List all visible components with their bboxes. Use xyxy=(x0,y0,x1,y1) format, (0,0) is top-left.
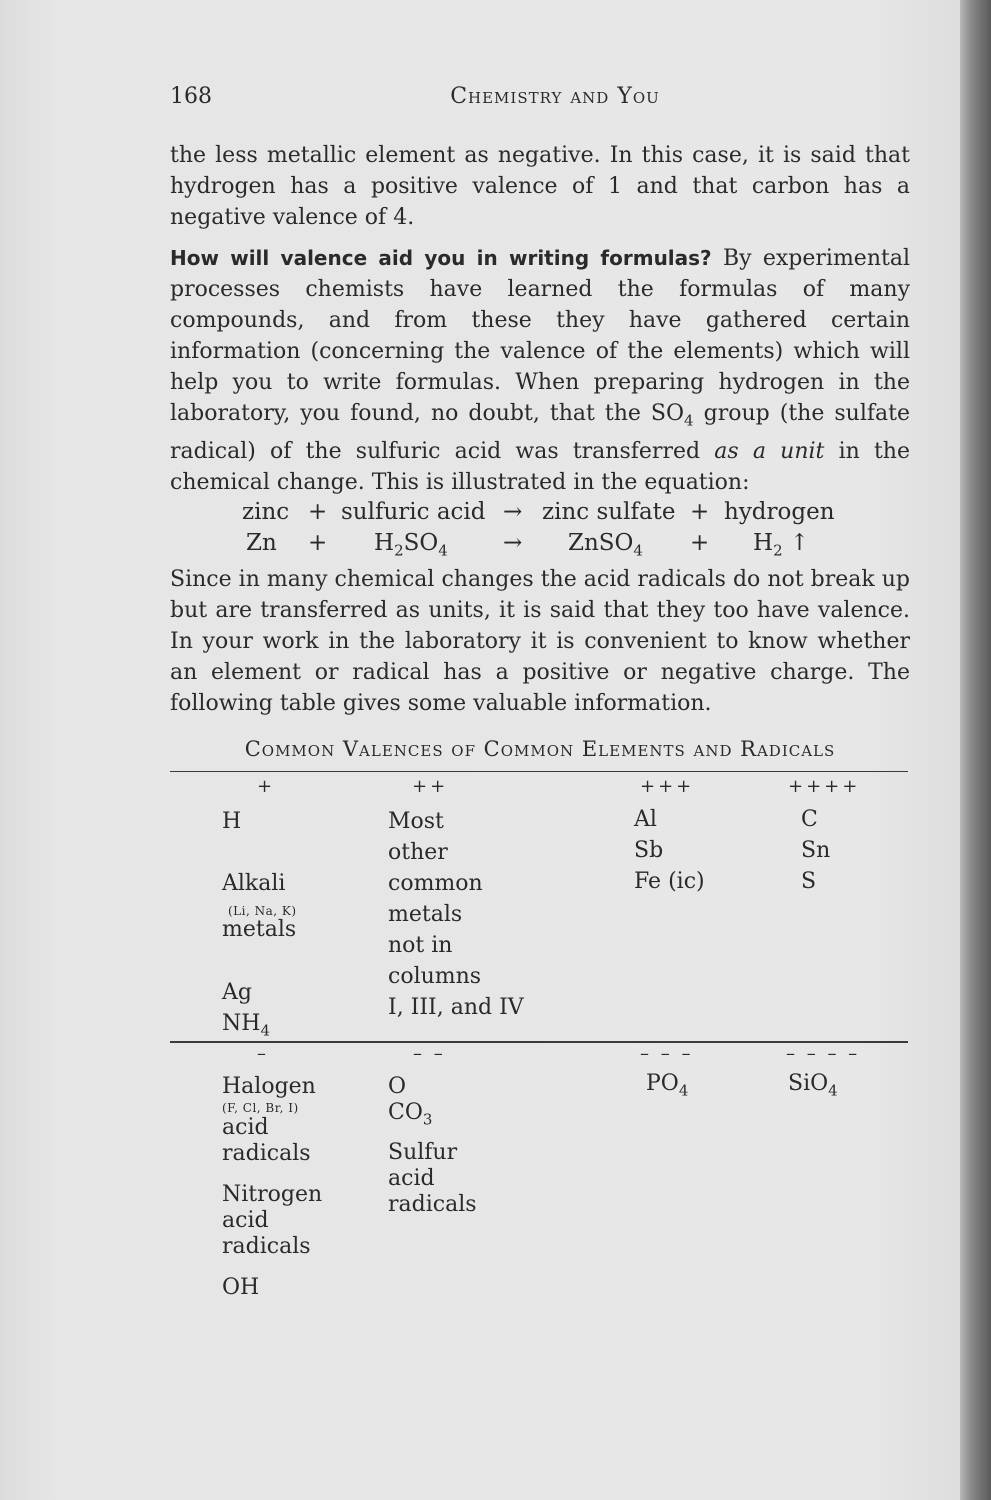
eq-word-hydrogen: hydrogen xyxy=(724,499,835,525)
book-spine-shadow xyxy=(960,0,991,1500)
eq-znso4 xyxy=(568,528,643,567)
po4-po: PO xyxy=(646,1071,679,1096)
sign-minus-4: – – – – xyxy=(786,1043,861,1064)
cell-other: other xyxy=(388,840,448,865)
eq-word-zinc-sulfate: zinc sulfate xyxy=(542,499,676,525)
cell-columns: columns xyxy=(388,964,482,989)
sign-plus-4: ++++ xyxy=(788,776,861,797)
page-number: 168 xyxy=(170,84,212,109)
eq-word-zinc: zinc xyxy=(242,499,290,525)
eq-plus-2: + xyxy=(690,530,710,556)
cell-al: Al xyxy=(634,807,657,832)
section-heading: How will valence aid you in writing formulas? xyxy=(170,246,712,270)
h2so4-sub-4: 4 xyxy=(438,541,448,560)
cell-sulfur: Sulfur xyxy=(388,1140,458,1165)
cell-ag: Ag xyxy=(222,980,252,1005)
cell-o: O xyxy=(388,1074,407,1099)
running-head: Chemistry and You xyxy=(450,84,660,109)
h2so4-h: H xyxy=(374,530,395,556)
eq-word-plus-2: + xyxy=(690,499,710,525)
cell-co3 xyxy=(388,1097,432,1135)
cell-h: H xyxy=(222,809,242,834)
sign-plus-3: +++ xyxy=(640,776,695,797)
emphasis-as-a-unit: as a unit xyxy=(714,439,825,465)
cell-common: common xyxy=(388,871,483,896)
sign-minus-2: – – xyxy=(413,1043,446,1064)
paragraph-2-text-2: group (the sulfate radical) of the sulfuric acid was transferred xyxy=(170,401,910,465)
equation-words-row xyxy=(170,497,910,528)
paragraph-2-text-1: By experimental processes chemists have learned the formulas of many compounds, and from these they have gathered certain information (concerning the valence of the elements) which will help you to write formulas. When preparing hydrogen in the laboratory, you found, no doubt, that the SO xyxy=(170,246,910,426)
h2so4-sub-2: 2 xyxy=(394,541,404,560)
cell-alkali-note: (Li, Na, K) xyxy=(228,904,297,918)
cell-halogen-acid: acid xyxy=(222,1115,269,1140)
sign-minus-3: – – – xyxy=(640,1043,694,1064)
sio4-sio: SiO xyxy=(788,1071,829,1096)
eq-zn: Zn xyxy=(246,530,277,556)
cell-oh: OH xyxy=(222,1275,260,1300)
cell-nitrogen-acid: acid xyxy=(222,1208,269,1233)
cell-nitrogen-radicals: radicals xyxy=(222,1234,311,1259)
eq-plus-1: + xyxy=(308,530,328,556)
cell-s: S xyxy=(801,869,817,894)
znso4-znso: ZnSO xyxy=(568,530,634,556)
cell-sb: Sb xyxy=(634,838,664,863)
nh4-sub-4: 4 xyxy=(260,1021,270,1040)
znso4-sub-4: 4 xyxy=(633,541,643,560)
co3-sub-3: 3 xyxy=(422,1110,433,1129)
table-title: Common Valences of Common Elements and Radicals xyxy=(244,737,836,761)
eq-h2so4 xyxy=(374,528,448,567)
h2-h: H xyxy=(753,530,774,556)
cell-sulfur-acid: acid xyxy=(388,1166,435,1191)
nh4-nh: NH xyxy=(222,1011,261,1036)
cell-metals: metals xyxy=(388,902,463,927)
equation-formula-row xyxy=(170,528,910,559)
so4-subscript: 4 xyxy=(684,411,694,430)
eq-word-plus-1: + xyxy=(308,499,328,525)
cell-most: Most xyxy=(388,809,444,834)
cell-fe-ic: Fe (ic) xyxy=(634,869,705,894)
cell-not-in: not in xyxy=(388,933,453,958)
paragraph-3: Since in many chemical changes the acid radicals do not break up but are transferred as units, it is said that they too have valence. In your work in the laboratory it is convenient to know whether an element or radical has a positive or negative charge. The following table gives some valuable information. xyxy=(170,567,910,716)
cell-sn: Sn xyxy=(801,838,831,863)
co3-co: CO xyxy=(388,1100,423,1125)
cell-halogen: Halogen xyxy=(222,1074,316,1099)
up-arrow-icon: ↑ xyxy=(782,530,810,556)
eq-word-sulfuric-acid: sulfuric acid xyxy=(341,499,486,525)
paragraph-2 xyxy=(170,243,910,498)
cell-sulfur-radicals: radicals xyxy=(388,1192,477,1217)
table-top-rule xyxy=(170,771,908,772)
cell-sio4 xyxy=(788,1068,838,1106)
cell-nitrogen: Nitrogen xyxy=(222,1182,323,1207)
po4-sub-4: 4 xyxy=(678,1081,689,1100)
cell-alkali: Alkali xyxy=(222,871,286,896)
chemical-equation xyxy=(170,497,910,559)
cell-alkali-metals: metals xyxy=(222,917,297,942)
cell-halogen-note: (F, Cl, Br, I) xyxy=(222,1101,299,1115)
cell-c: C xyxy=(801,807,818,832)
sign-plus-2: ++ xyxy=(412,776,449,797)
sign-minus-1: – xyxy=(257,1043,269,1064)
eq-word-arrow: → xyxy=(503,499,523,525)
h2so4-so: SO xyxy=(403,530,439,556)
sign-plus-1: + xyxy=(257,776,276,797)
page-header xyxy=(170,84,910,118)
eq-arrow: → xyxy=(503,530,523,556)
cell-halogen-radicals: radicals xyxy=(222,1141,311,1166)
paragraph-1: the less metallic element as negative. In this case, it is said that hydrogen has a positive valence of 1 and that carbon has a negative valence of 4. xyxy=(170,143,910,230)
eq-h2 xyxy=(753,528,809,567)
cell-po4 xyxy=(646,1068,688,1106)
paragraph-2-text-3: in the chemical change. This is illustrated in the equation: xyxy=(170,439,910,496)
cell-i-iii-iv: I, III, and IV xyxy=(388,995,524,1020)
h2-sub-2: 2 xyxy=(773,541,783,560)
sio4-sub-4: 4 xyxy=(828,1081,838,1100)
